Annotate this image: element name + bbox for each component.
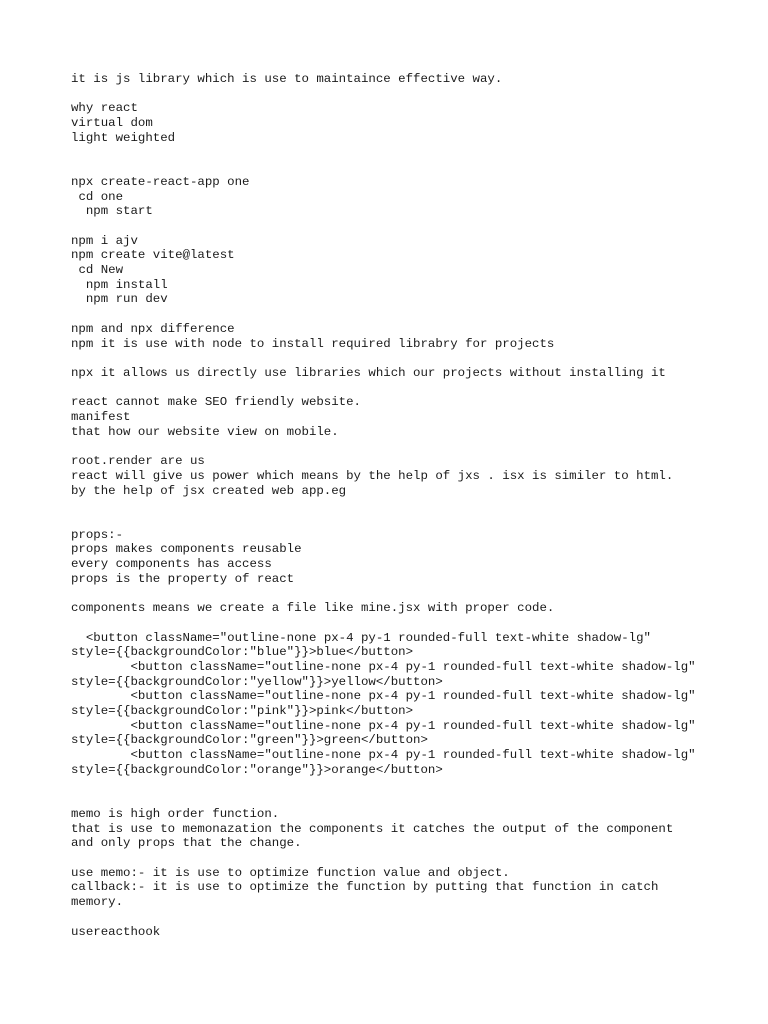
text-line: that is use to memonazation the components it catches the output of the component and only props that the change. (71, 821, 681, 851)
text-line: react will give us power which means by the help of jxs . isx is similer to html. (71, 468, 674, 483)
text-line: <button className="outline-none px-4 py-1 rounded-full text-white shadow-lg" style={{backgroundColor:"green"}}>green</button> (71, 718, 704, 748)
text-line: <button className="outline-none px-4 py-1 rounded-full text-white shadow-lg" style={{backgroundColor:"pink"}}>pink</button> (71, 689, 704, 719)
blank-line (71, 307, 701, 322)
text-line: npm i ajv (71, 233, 138, 248)
text-line: it is js library which is use to maintaince effective way. (71, 72, 503, 86)
text-line: <button className="outline-none px-4 py-1 rounded-full text-white shadow-lg" style={{backgroundColor:"yellow"}}>yellow</button> (71, 659, 704, 689)
blank-line (71, 586, 701, 601)
text-line: root.render are us (71, 454, 205, 469)
text-line: light weighted (71, 130, 176, 145)
text-line: npm run dev (71, 292, 168, 307)
text-line: npx create-react-app one (71, 174, 250, 189)
text-line: npm and npx difference (71, 321, 235, 336)
text-line: manifest (71, 410, 131, 425)
text-line: use memo:- it is use to optimize function value and object. (71, 865, 510, 880)
text-line: memo is high order function. (71, 806, 280, 821)
blank-line (71, 219, 701, 234)
blank-line (71, 87, 701, 102)
text-line: react cannot make SEO friendly website. (71, 395, 361, 410)
text-line: cd one (71, 189, 124, 204)
blank-line (71, 851, 701, 866)
text-line: why react (71, 101, 138, 116)
text-line: npx it allows us directly use libraries which our projects without installing it (71, 365, 666, 380)
blank-line (71, 381, 701, 396)
notes-text (71, 72, 704, 939)
text-line: by the help of jsx created web app.eg (71, 483, 347, 498)
blank-line (71, 513, 701, 528)
blank-line (71, 616, 701, 631)
blank-line (71, 351, 701, 366)
text-line: props:- (71, 527, 124, 542)
text-line: callback:- it is use to optimize the function by putting that function in catch memory. (71, 880, 666, 910)
text-line: props is the property of react (71, 571, 295, 586)
text-line: virtual dom (71, 116, 153, 131)
text-line: npm install (71, 277, 168, 292)
text-line: npm it is use with node to install required librabry for projects (71, 336, 555, 351)
text-line: <button className="outline-none px-4 py-1 rounded-full text-white shadow-lg" style={{backgroundColor:"orange"}}>orange</button> (71, 748, 704, 777)
text-line: props makes components reusable (71, 542, 302, 557)
blank-line (71, 778, 701, 793)
blank-line (71, 160, 701, 175)
blank-line (71, 792, 701, 807)
blank-line (71, 498, 701, 513)
text-line: <button className="outline-none px-4 py-1 rounded-full text-white shadow-lg" style={{backgroundColor:"blue"}}>blue</button> (71, 630, 659, 660)
text-line: components means we create a file like mine.jsx with proper code. (71, 601, 555, 616)
blank-line (71, 910, 701, 925)
blank-line (71, 146, 701, 161)
text-line: that how our website view on mobile. (71, 424, 339, 439)
blank-line (71, 439, 701, 454)
text-line: usereacthook (71, 924, 161, 939)
text-line: cd New (71, 263, 124, 278)
text-line: npm create vite@latest (71, 248, 235, 263)
text-line: npm start (71, 204, 153, 219)
text-line: every components has access (71, 557, 272, 572)
